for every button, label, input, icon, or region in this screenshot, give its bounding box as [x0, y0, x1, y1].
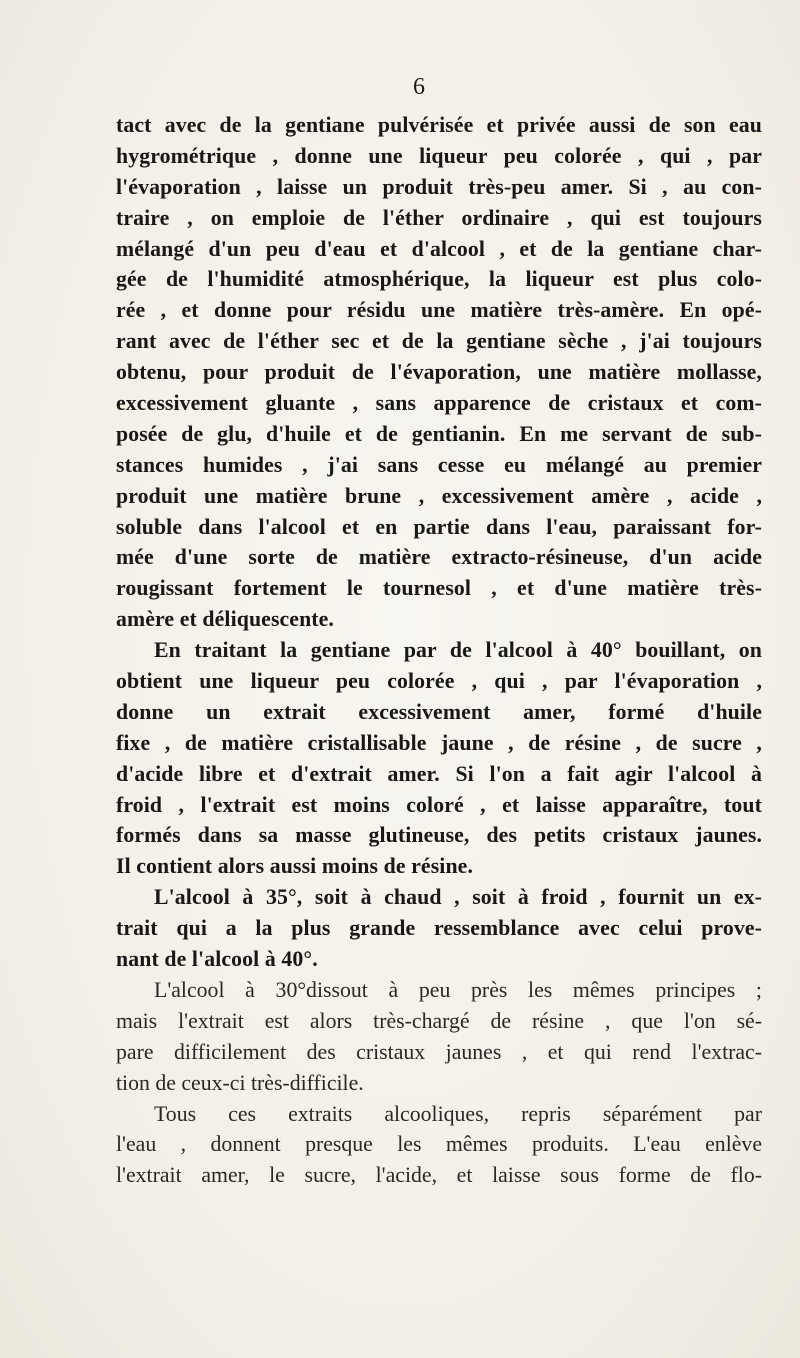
text-line: l'évaporation , laisse un produit très-peu amer. Si , au con- — [116, 174, 762, 199]
text-line: Tous ces extraits alcooliques, repris séparément par — [154, 1101, 762, 1126]
text-line: mais l'extrait est alors très-chargé de résine , que l'on sé- — [116, 1008, 762, 1033]
text-line: Il contient alors aussi moins de résine. — [116, 854, 473, 879]
paragraph-alcohol-35 — [116, 882, 762, 975]
text-line: produit une matière brune , excessivement amère , acide , — [116, 483, 762, 508]
text-line: d'acide libre et d'extrait amer. Si l'on a fait agir l'alcool à — [116, 761, 762, 786]
text-line: nant de l'alcool à 40°. — [116, 947, 318, 972]
text-line: hygrométrique , donne une liqueur peu colorée , qui , par — [116, 143, 762, 168]
text-line: l'eau , donnent presque les mêmes produits. L'eau enlève — [116, 1132, 762, 1157]
text-line: amère et déliquescente. — [116, 607, 334, 632]
text-line: formés dans sa masse glutineuse, des petits cristaux jaunes. — [116, 823, 762, 848]
paragraph-alcohol-40 — [116, 635, 762, 882]
text-line: donne un extrait excessivement amer, formé d'huile — [116, 699, 762, 724]
text-line: rougissant fortement le tournesol , et d'une matière très- — [116, 576, 762, 601]
text-line: rée , et donne pour résidu une matière très-amère. En opé- — [116, 298, 762, 323]
text-line: pare difficilement des cristaux jaunes , et qui rend l'extrac- — [116, 1039, 762, 1064]
text-line: mélangé d'un peu d'eau et d'alcool , et de la gentiane char- — [116, 236, 762, 261]
body-text — [116, 110, 762, 1191]
text-line: traire , on emploie de l'éther ordinaire , qui est toujours — [116, 205, 762, 230]
text-line: l'extrait amer, le sucre, l'acide, et laisse sous forme de flo- — [116, 1163, 762, 1188]
text-line: froid , l'extrait est moins coloré , et laisse apparaître, tout — [116, 792, 762, 817]
page-number: 6 — [413, 74, 425, 100]
text-line: stances humides , j'ai sans cesse eu mélangé au premier — [116, 452, 762, 477]
text-line: trait qui a la plus grande ressemblance avec celui prove- — [116, 916, 762, 941]
text-line: excessivement gluante , sans apparence de cristaux et com- — [116, 391, 762, 416]
text-line: posée de glu, d'huile et de gentianin. En me servant de sub- — [116, 421, 762, 446]
text-line: gée de l'humidité atmosphérique, la liqueur est plus colo- — [116, 267, 762, 292]
paragraph-alcohol-30 — [116, 975, 762, 1099]
text-line: En traitant la gentiane par de l'alcool à 40° bouillant, on — [154, 638, 762, 663]
text-line: rant avec de l'éther sec et de la gentiane sèche , j'ai toujours — [116, 329, 762, 354]
text-line: tact avec de la gentiane pulvérisée et privée aussi de son eau — [116, 113, 762, 137]
text-line: fixe , de matière cristallisable jaune , de résine , de sucre , — [116, 730, 762, 755]
text-line: L'alcool à 35°, soit à chaud , soit à froid , fournit un ex- — [154, 885, 762, 910]
text-line: mée d'une sorte de matière extracto-résineuse, d'un acide — [116, 545, 762, 570]
text-line: L'alcool à 30°dissout à peu près les mêmes principes ; — [154, 977, 762, 1002]
text-line: soluble dans l'alcool et en partie dans l'eau, paraissant for- — [116, 514, 762, 539]
paragraph-extracts — [116, 1099, 762, 1192]
text-line: tion de ceux-ci très-difficile. — [116, 1070, 364, 1095]
text-line: obtient une liqueur peu colorée , qui , par l'évaporation , — [116, 669, 762, 694]
text-line: obtenu, pour produit de l'évaporation, une matière mollasse, — [116, 360, 762, 385]
paragraph-ether — [116, 110, 762, 635]
